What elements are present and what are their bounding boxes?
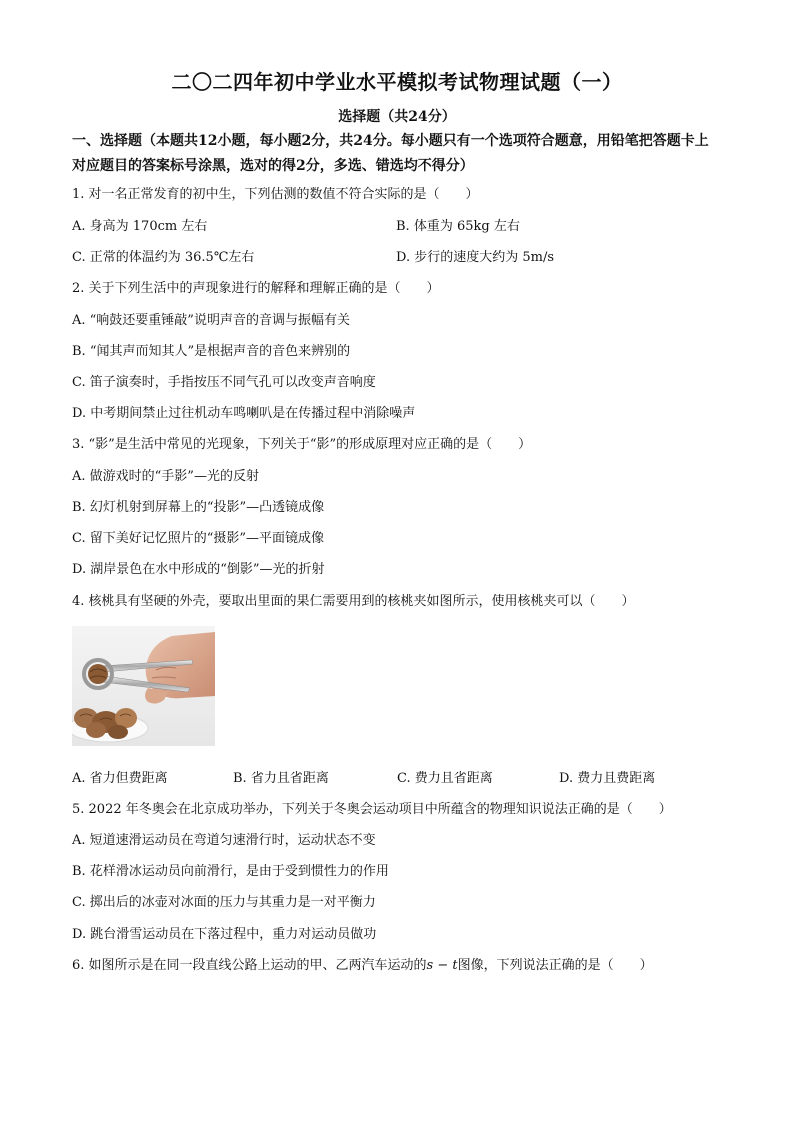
q4-stem: 4. 核桃具有坚硬的外壳，要取出里面的果仁需要用到的核桃夹如图所示，使用核桃夹可以（ ） [72,594,635,609]
page-title: 二〇二四年初中学业水平模拟考试物理试题（一） [171,70,623,94]
q4-option-a: A. 省力但费距离 [72,771,168,786]
q5-stem: 5. 2022 年冬奥会在北京成功举办，下列关于冬奥会运动项目中所蕴含的物理知识说法正确的是（ ） [72,802,672,817]
q3-option-a: A. 做游戏时的“手影”—光的反射 [72,469,259,484]
nutcracker-photo [72,626,215,746]
q2-option-b: B. “闻其声而知其人”是根据声音的音色来辨别的 [72,344,351,359]
q5-option-a: A. 短道速滑运动员在弯道匀速滑行时，运动状态不变 [72,833,376,848]
q4-option-b: B. 省力且省距离 [233,771,329,786]
q2-option-c: C. 笛子演奏时，手指按压不同气孔可以改变声音响度 [72,375,376,390]
q6-stem [72,954,653,973]
section-heading: 一、选择题（本题共12小题，每小题2分，共24分。每小题只有一个选项符合题意，用铅笔把答题卡上对应题目的答案标号涂黑，选对的得2分，多选、错选均不得分） [72,133,709,174]
q1-stem: 1. 对一名正常发育的初中生，下列估测的数值不符合实际的是（ ） [72,187,479,202]
q6-stem-math: s − t [426,958,458,973]
q1-option-b: B. 体重为 65kg 左右 [396,219,520,234]
q1-option-d: D. 步行的速度大约为 5m/s [396,250,555,265]
q3-stem: 3. “影”是生活中常见的光现象，下列关于“影”的形成原理对应正确的是（ ） [72,437,532,452]
q2-option-a: A. “响鼓还要重锤敲”说明声音的音调与振幅有关 [72,313,350,328]
q2-stem: 2. 关于下列生活中的声现象进行的解释和理解正确的是（ ） [72,281,440,296]
q3-option-c: C. 留下美好记忆照片的“摄影”—平面镜成像 [72,531,325,546]
q6-stem-text: 6. 如图所示是在同一段直线公路上运动的甲、乙两汽车运动的 [72,958,427,973]
q6-stem-text-end: 图像，下列说法正确的是（ ） [457,958,653,973]
q3-option-d: D. 湖岸景色在水中形成的“倒影”—光的折射 [72,562,325,577]
page-subtitle: 选择题（共24分） [338,109,456,125]
q1-option-a: A. 身高为 170cm 左右 [72,219,208,234]
q2-option-d: D. 中考期间禁止过往机动车鸣喇叭是在传播过程中消除噪声 [72,406,416,421]
q4-option-c: C. 费力且省距离 [397,771,493,786]
q4-option-d: D. 费力且费距离 [559,771,656,786]
q5-option-d: D. 跳台滑雪运动员在下落过程中，重力对运动员做功 [72,927,377,942]
q5-option-c: C. 掷出后的冰壶对冰面的压力与其重力是一对平衡力 [72,895,376,910]
q5-option-b: B. 花样滑冰运动员向前滑行，是由于受到惯性力的作用 [72,864,389,879]
q1-option-c: C. 正常的体温约为 36.5℃左右 [72,250,255,265]
q3-option-b: B. 幻灯机射到屏幕上的“投影”—凸透镜成像 [72,500,325,515]
